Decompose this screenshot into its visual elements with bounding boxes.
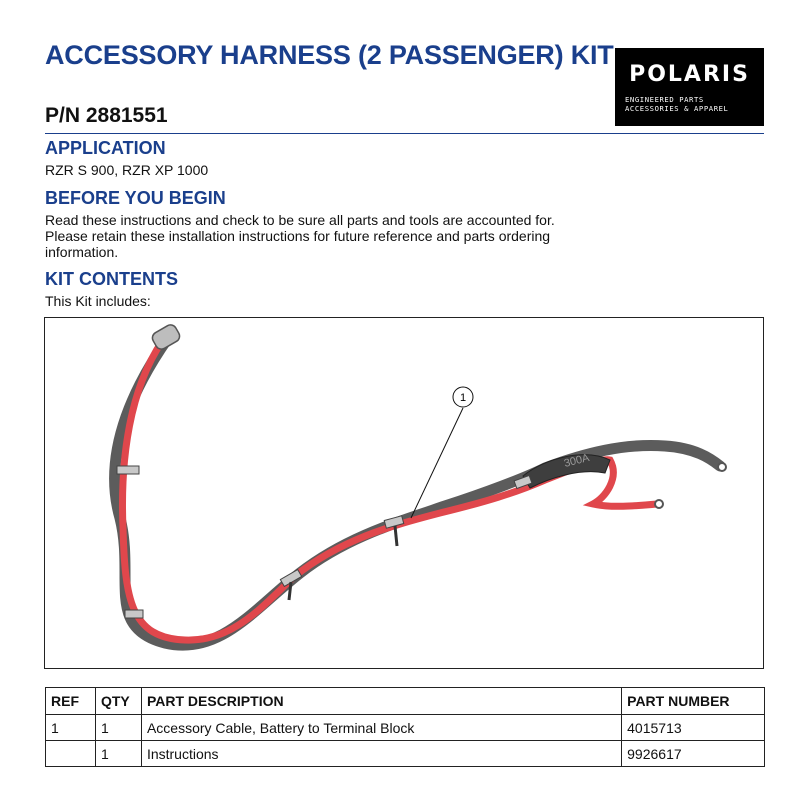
cell-ref xyxy=(46,741,96,767)
table-row xyxy=(46,741,765,767)
before-you-begin-line-2: Please retain these installation instructions for future reference and parts ordering xyxy=(45,228,551,244)
divider-line xyxy=(45,133,764,134)
fuse-marking: 300A xyxy=(562,452,591,470)
logo-tagline xyxy=(625,95,754,113)
table-header-row xyxy=(46,688,765,715)
red-ring-terminal xyxy=(655,500,663,508)
logo-tagline-2: ACCESSORIES & APPAREL xyxy=(625,104,729,113)
red-cable xyxy=(122,340,657,640)
cell-part-number: 9926617 xyxy=(622,741,765,767)
before-you-begin-text xyxy=(45,212,555,260)
kit-contents-heading: KIT CONTENTS xyxy=(45,269,178,289)
clip-2 xyxy=(125,610,143,618)
before-you-begin-heading: BEFORE YOU BEGIN xyxy=(45,188,226,208)
cell-description: Instructions xyxy=(141,741,621,767)
application-heading: APPLICATION xyxy=(45,138,166,158)
document-title: ACCESSORY HARNESS (2 PASSENGER) KIT xyxy=(45,40,614,70)
parts-table xyxy=(45,687,765,767)
table-row xyxy=(46,715,765,741)
header-qty: QTY xyxy=(95,688,141,715)
cell-qty: 1 xyxy=(95,715,141,741)
part-number-heading: P/N 2881551 xyxy=(45,104,168,127)
callout-number: 1 xyxy=(459,392,467,404)
harness-illustration xyxy=(44,317,764,669)
push-pin-2 xyxy=(395,526,397,546)
logo-tagline-1: ENGINEERED PARTS xyxy=(625,95,704,104)
header-ref: REF xyxy=(46,688,96,715)
header-part-number: PART NUMBER xyxy=(622,688,765,715)
cell-ref: 1 xyxy=(46,715,96,741)
harness-drawing xyxy=(45,318,765,670)
kit-contents-text: This Kit includes: xyxy=(45,293,151,309)
cell-description: Accessory Cable, Battery to Terminal Block xyxy=(141,715,621,741)
gray-cable xyxy=(115,338,720,645)
before-you-begin-line-3: information. xyxy=(45,244,119,260)
clip-1 xyxy=(117,466,139,474)
application-text: RZR S 900, RZR XP 1000 xyxy=(45,162,209,178)
cell-qty: 1 xyxy=(95,741,141,767)
polaris-logo xyxy=(615,48,764,126)
gray-ring-terminal xyxy=(718,463,726,471)
header-description: PART DESCRIPTION xyxy=(141,688,621,715)
logo-brand: POLARIS xyxy=(629,62,750,87)
before-you-begin-line-1: Read these instructions and check to be sure all parts and tools are accounted for. xyxy=(45,212,555,228)
cell-part-number: 4015713 xyxy=(622,715,765,741)
push-pin-1 xyxy=(289,582,291,600)
